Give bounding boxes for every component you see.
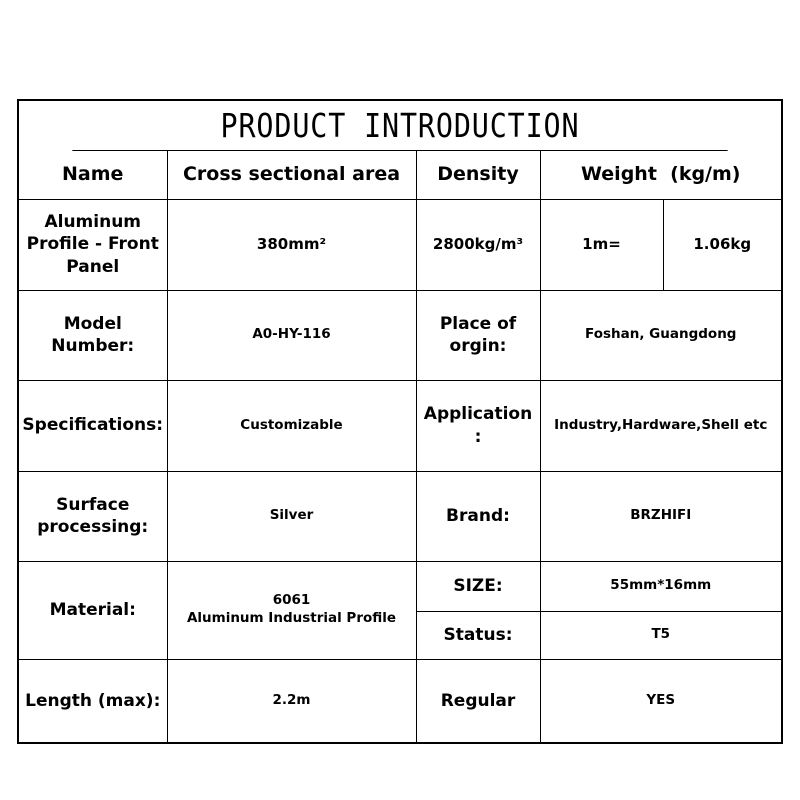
regular-value: YES (540, 659, 781, 742)
density-cell: 2800kg/m³ (416, 199, 540, 290)
table-header-row (19, 151, 781, 199)
size-value: 55mm*16mm (540, 561, 781, 611)
status-label: Status: (416, 611, 540, 659)
table-row (19, 561, 781, 611)
spec-table (19, 151, 781, 742)
header-density: Density (416, 151, 540, 199)
cross-sectional-area-cell: 380mm² (167, 199, 416, 290)
surface-processing-label: Surface processing: (19, 471, 167, 561)
table-row (19, 199, 781, 290)
status-value: T5 (540, 611, 781, 659)
weight-value-cell: 1.06kg (663, 199, 781, 290)
material-value (167, 561, 416, 659)
brand-label: Brand: (416, 471, 540, 561)
table-row (19, 659, 781, 742)
header-name: Name (19, 151, 167, 199)
material-grade: 6061 (272, 592, 311, 609)
model-number-value: A0-HY-116 (167, 290, 416, 380)
application-label: Application : (416, 380, 540, 471)
model-number-label: Model Number: (19, 290, 167, 380)
table-row (19, 380, 781, 471)
length-max-value: 2.2m (167, 659, 416, 742)
material-label: Material: (19, 561, 167, 659)
specifications-label: Specifications: (19, 380, 167, 471)
table-row (19, 471, 781, 561)
place-of-origin-value: Foshan, Guangdong (540, 290, 781, 380)
product-name-cell: Aluminum Profile - Front Panel (19, 199, 167, 290)
length-unit-cell: 1m= (540, 199, 663, 290)
application-value: Industry,Hardware,Shell etc (540, 380, 781, 471)
size-label: SIZE: (416, 561, 540, 611)
product-introduction-sheet (17, 99, 783, 744)
regular-label: Regular (416, 659, 540, 742)
brand-value: BRZHIFI (540, 471, 781, 561)
header-cross-sectional-area: Cross sectional area (167, 151, 416, 199)
surface-processing-value: Silver (167, 471, 416, 561)
length-max-label: Length (max): (19, 659, 167, 742)
specifications-value: Customizable (167, 380, 416, 471)
page-title: PRODUCT INTRODUCTION (72, 101, 727, 151)
material-type: Aluminum Industrial Profile (186, 610, 397, 626)
place-of-origin-label: Place of orgin: (416, 290, 540, 380)
table-row (19, 290, 781, 380)
header-weight: Weight (kg/m) (540, 151, 781, 199)
